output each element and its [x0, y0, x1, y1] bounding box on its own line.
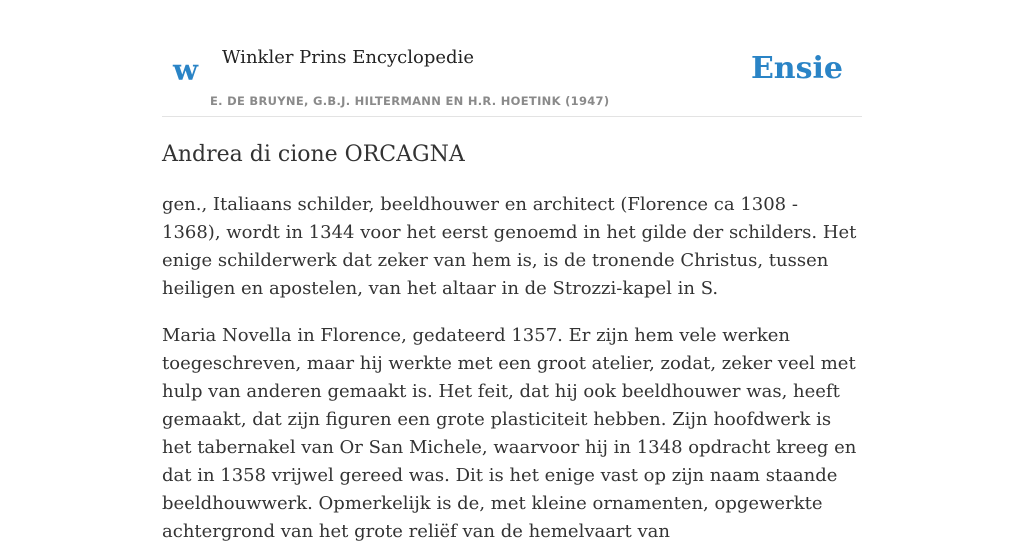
- publication-authors: E. DE BRUYNE, G.B.J. HILTERMANN EN H.R. HOETINK (1947): [210, 94, 610, 108]
- publication-logo-icon[interactable]: w: [173, 53, 198, 87]
- article-paragraph: gen., Italiaans schilder, beeldhouwer en architect (Florence ca 1308 - 1368), wordt in 1344 voor het eerst genoemd in het gilde der schilders. Het enige schilderwerk dat zeker van hem is, is de tronende Christus, tussen heiligen en apostelen, van het altaar in de Strozzi-kapel in S.: [162, 194, 857, 299]
- publication-title[interactable]: Winkler Prins Encyclopedie: [222, 47, 474, 68]
- site-header: [162, 0, 862, 117]
- article-title: Andrea di cione ORCAGNA: [162, 142, 465, 167]
- article-paragraph: Maria Novella in Florence, gedateerd 1357. Er zijn hem vele werken toegeschreven, maar hij werkte met een groot atelier, zodat, zeker veel met hulp van anderen gemaakt is. Het feit, dat hij ook beeldhouwer was, heeft gemaakt, dat zijn figuren een grote plasticiteit hebben. Zijn hoofdwerk is het tabernakel van Or San Michele, waarvoor hij in 1348 opdracht kreeg en dat in 1358 vrijwel gereed was. Dit is het enige vast op zijn naam staande beeldhouwwerk. Opmerkelijk is de, met kleine ornamenten, opgewerkte achtergrond van het grote reliëf van de hemelvaart van: [162, 325, 857, 542]
- article: [162, 136, 862, 546]
- ensie-logo[interactable]: Ensie: [750, 51, 843, 86]
